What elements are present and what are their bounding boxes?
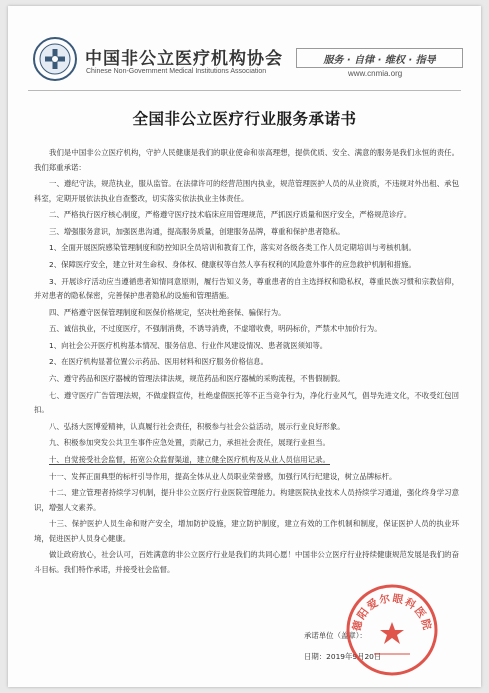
document-title: 全国非公立医疗行业服务承诺书 (132, 109, 357, 128)
association-name-cn: 中国非公立医疗机构协会 (85, 49, 283, 69)
motto-banner (296, 48, 463, 68)
paragraph-item-6: 六、遵守药品和医疗器械的管理法律法规，规范药品和医疗器械的采购流程，不售假制假。 (49, 374, 345, 384)
signing-unit-label: 承诺单位（盖章）： (304, 631, 367, 640)
paragraph-item-10-text: 十、自觉接受社会监督，拓宽公众监督渠道，建立健全医疗机构及从业人员信用记录。 (49, 454, 330, 464)
paragraph-item-11: 十一、发挥正面典型的标杆引导作用，提高全体从业人员职业荣誉感，加强行风行纪建设，树立品牌标杆。 (49, 471, 397, 481)
signing-date: 日期：2019年9月20日 (304, 652, 382, 661)
document-page (8, 6, 481, 687)
paragraph-item-5-1: 1、向社会公开医疗机构基本情况、服务信息、行业作风建设情况、患者就医须知等。 (49, 340, 328, 350)
paragraph-item-5: 五、诚信执业，不过度医疗，不强制消费，不诱导消费，不虚增收费，明码标价，严禁术中加价行为。 (49, 324, 382, 334)
paragraph-item-1: 一、遵纪守法，规范执业，服从监管。在法律许可的经营范围内执业，规范管理医护人员的从业资质，不违规对外出租、承包科室，定期开展依法执业自查整改，切实落实依法执业主体责任。 (34, 179, 459, 203)
paragraph-item-12: 十二、建立管理者持续学习机制，提升非公立医疗行业医院管理能力。构建医院执业技术人员持续学习通道，强化终身学习意识，增强人文素养。 (34, 488, 459, 512)
paragraph-item-8: 八、弘扬大医博爱精神，认真履行社会责任，积极参与社会公益活动，展示行业良好形象。 (49, 421, 345, 431)
paragraph-item-3-3: 3、开展诊疗活动应当遵循患者知情同意原则，履行告知义务，尊重患者的自主选择权和隐私权，尊重民族习惯和宗教信仰，并对患者的隐私保密，完善保护患者隐私的设施和管理措施。 (34, 276, 459, 301)
paragraph-item-3-2: 2、保障医疗安全，建立针对生命权、身体权、健康权等自然人享有权利的风险意外事件的应急救护机制和措施。 (49, 259, 416, 269)
paragraph-item-9: 九、积极参加突发公共卫生事件应急处置，贡献己力，承担社会责任，展现行业担当。 (49, 438, 330, 448)
paragraph-item-7: 七、遵守医疗广告管理法规，不做虚假宣传，杜绝虚假医托等不正当竞争行为，净化行业风气，倡导先进文化，不收受红包回扣。 (34, 390, 459, 415)
association-emblem-icon (32, 36, 78, 82)
paragraph-item-4: 四、严格遵守医保管理制度和医保价格规定，坚决杜绝套保、骗保行为。 (49, 307, 286, 317)
paragraph-item-3-1: 1、全面开展医院感染管理制度和防控知识全员培训和教育工作，落实对各级各类工作人员定期培训与考核机制。 (49, 243, 416, 253)
paragraph-item-2: 二、严格执行医疗核心制度，严格遵守医疗技术临床应用管理规范，严抓医疗质量和医疗安全，严格规范诊疗。 (49, 210, 412, 220)
paragraph-intro: 我们是中国非公立医疗机构，守护人民健康是我们的职业使命和崇高理想，提供优质、安全、满意的服务是我们永恒的责任。我们郑重承诺： (34, 148, 459, 172)
paragraph-item-5-2: 2、在医疗机构显著位置公示药品、医用材料和医疗服务价格信息。 (49, 357, 269, 367)
website-url: www.cnmia.org (348, 69, 403, 78)
association-name-en: Chinese Non-Government Medical Institutions Association (86, 68, 267, 75)
paragraph-item-10 (34, 453, 459, 468)
commitment-body (34, 146, 459, 579)
official-seal-stamp (344, 582, 440, 678)
motto-text: 服务 · 自律 · 维权 · 指导 (323, 55, 436, 66)
paragraph-closing: 做让政府放心，社会认可，百姓满意的非公立医疗行业是我们的共同心愿！中国非公立医疗行业持续健康规范发展是我们的奋斗目标。我们特作承诺，并接受社会监督。 (34, 550, 459, 574)
svg-text:德阳爱尔眼科医院: 德阳爱尔眼科医院 (350, 592, 434, 633)
header-divider (28, 90, 461, 91)
letterhead (8, 6, 481, 92)
paragraph-item-13: 十三、保护医护人员生命和财产安全，增加防护设施，建立防护制度，建立有效的工作机制和制度，保证医护人员的执业环境，促进医护人员身心健康。 (34, 519, 459, 543)
paragraph-item-3: 三、增强服务意识，加强医患沟通，提高服务质量，创建服务品牌，尊重和保护患者隐私。 (49, 226, 345, 236)
